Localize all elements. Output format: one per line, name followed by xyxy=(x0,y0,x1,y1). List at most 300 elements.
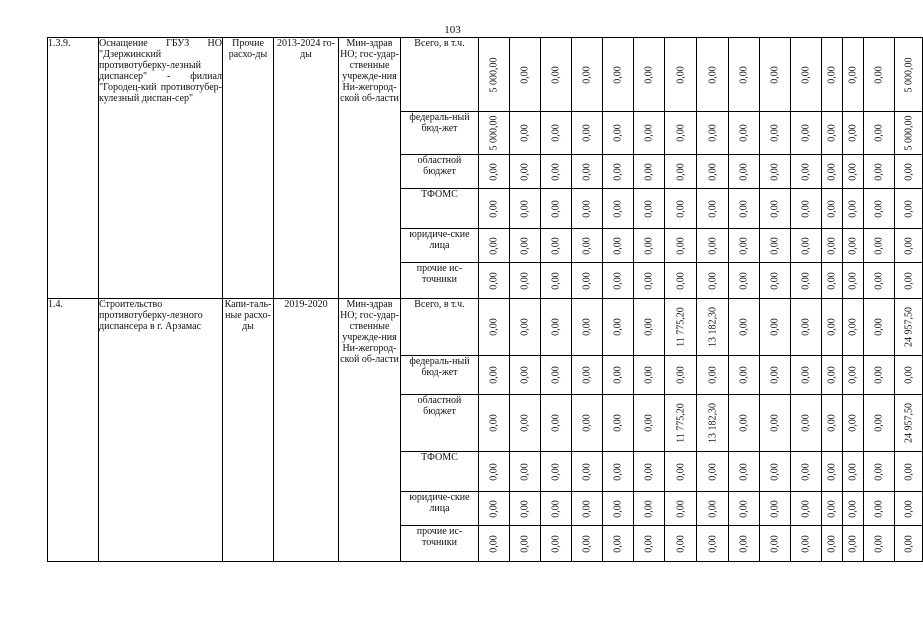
amount-value: 0,00 xyxy=(847,236,859,255)
amount-cell xyxy=(729,229,760,263)
amount-cell xyxy=(541,395,572,452)
amount-value: 0,00 xyxy=(873,414,885,432)
amount-cell xyxy=(729,112,760,155)
amount-cell xyxy=(697,526,729,562)
amount-cell xyxy=(864,155,895,189)
amount-cell xyxy=(479,356,510,395)
amount-cell xyxy=(541,299,572,356)
amount-cell xyxy=(843,263,864,299)
amount-cell xyxy=(791,299,822,356)
amount-cell xyxy=(572,492,603,526)
amount-cell xyxy=(895,229,923,263)
amount-value: 0,00 xyxy=(519,499,531,518)
amount-value: 0,00 xyxy=(903,271,914,290)
amount-cell xyxy=(634,452,665,492)
amount-cell xyxy=(697,263,729,299)
amount-value: 11 775,20 xyxy=(675,403,686,443)
amount-cell xyxy=(510,155,541,189)
amount-value: 0,00 xyxy=(550,534,562,553)
amount-value: 0,00 xyxy=(903,499,914,518)
amount-value: 0,00 xyxy=(550,462,562,481)
amount-cell xyxy=(572,155,603,189)
item-code: 1.3.9. xyxy=(48,38,99,299)
amount-value: 0,00 xyxy=(707,462,718,481)
amount-cell xyxy=(843,38,864,112)
amount-value: 0,00 xyxy=(612,534,624,553)
amount-cell xyxy=(729,155,760,189)
amount-cell xyxy=(603,356,634,395)
amount-value: 0,00 xyxy=(707,124,718,142)
amount-value: 0,00 xyxy=(847,366,859,384)
amount-cell xyxy=(665,452,697,492)
amount-cell xyxy=(729,38,760,112)
amount-cell xyxy=(510,526,541,562)
amount-value: 0,00 xyxy=(519,318,531,336)
amount-cell xyxy=(541,356,572,395)
item-executor: Мин-здрав НО; гос-удар-ственные учрежде-ния Ни-жегород-ской об-ласти xyxy=(339,299,401,562)
amount-cell xyxy=(760,263,791,299)
amount-value: 0,00 xyxy=(488,366,500,384)
table-row-item xyxy=(48,38,923,112)
amount-value: 0,00 xyxy=(612,199,624,218)
amount-cell xyxy=(479,452,510,492)
item-name: Строительство противотуберку-лезного диспансера в г. Арзамас xyxy=(99,299,223,562)
amount-value: 0,00 xyxy=(612,65,624,84)
amount-cell xyxy=(479,299,510,356)
amount-value: 0,00 xyxy=(581,366,593,384)
amount-cell xyxy=(634,492,665,526)
amount-value: 0,00 xyxy=(675,499,686,518)
amount-cell xyxy=(665,263,697,299)
amount-cell xyxy=(729,526,760,562)
amount-value: 0,00 xyxy=(738,65,750,84)
amount-cell xyxy=(603,229,634,263)
amount-cell xyxy=(541,38,572,112)
amount-cell xyxy=(572,263,603,299)
amount-cell xyxy=(572,452,603,492)
amount-value: 0,00 xyxy=(550,499,562,518)
amount-value: 0,00 xyxy=(612,318,624,336)
amount-value: 0,00 xyxy=(581,162,593,181)
amount-cell xyxy=(843,526,864,562)
amount-value: 0,00 xyxy=(769,199,781,218)
amount-value: 0,00 xyxy=(643,414,655,432)
amount-value: 0,00 xyxy=(550,318,562,336)
funding-source-label: Всего, в т.ч. xyxy=(401,38,479,112)
amount-cell xyxy=(510,299,541,356)
amount-value: 0,00 xyxy=(738,124,750,142)
amount-cell xyxy=(791,155,822,189)
amount-value: 0,00 xyxy=(769,318,781,336)
item-period: 2019-2020 xyxy=(274,299,339,562)
amount-cell xyxy=(864,38,895,112)
amount-cell xyxy=(729,452,760,492)
amount-cell xyxy=(791,229,822,263)
amount-value: 0,00 xyxy=(612,499,624,518)
amount-cell xyxy=(697,492,729,526)
amount-cell xyxy=(603,452,634,492)
amount-value: 0,00 xyxy=(643,499,655,518)
amount-value: 0,00 xyxy=(488,499,500,518)
amount-value: 0,00 xyxy=(847,65,859,84)
amount-cell xyxy=(603,155,634,189)
amount-value: 0,00 xyxy=(847,414,859,432)
amount-value: 0,00 xyxy=(826,499,838,518)
amount-cell xyxy=(541,452,572,492)
amount-value: 0,00 xyxy=(581,124,593,142)
amount-cell xyxy=(572,189,603,229)
amount-cell xyxy=(822,229,843,263)
funding-source-label: федераль-ный бюд-жет xyxy=(401,112,479,155)
amount-value: 0,00 xyxy=(903,199,914,218)
amount-cell xyxy=(895,452,923,492)
amount-cell xyxy=(864,229,895,263)
amount-value: 0,00 xyxy=(519,236,531,255)
amount-cell xyxy=(634,229,665,263)
amount-value: 13 182,30 xyxy=(707,403,718,443)
amount-value: 0,00 xyxy=(873,366,885,384)
amount-cell xyxy=(822,356,843,395)
amount-cell xyxy=(895,38,923,112)
amount-cell xyxy=(572,356,603,395)
funding-source-label: федераль-ный бюд-жет xyxy=(401,356,479,395)
amount-cell xyxy=(510,356,541,395)
amount-cell xyxy=(697,395,729,452)
amount-cell xyxy=(510,229,541,263)
amount-value: 0,00 xyxy=(826,462,838,481)
amount-value: 0,00 xyxy=(769,414,781,432)
amount-cell xyxy=(843,189,864,229)
amount-cell xyxy=(822,492,843,526)
amount-cell xyxy=(895,263,923,299)
amount-value: 0,00 xyxy=(873,162,885,181)
amount-cell xyxy=(634,299,665,356)
item-expense-type: Прочие расхо-ды xyxy=(223,38,274,299)
amount-value: 0,00 xyxy=(903,534,914,553)
amount-cell xyxy=(510,38,541,112)
amount-cell xyxy=(510,492,541,526)
amount-value: 0,00 xyxy=(847,199,859,218)
amount-value: 0,00 xyxy=(826,534,838,553)
amount-value: 0,00 xyxy=(800,162,812,181)
funding-source-label: прочие ис-точники xyxy=(401,526,479,562)
amount-cell xyxy=(665,395,697,452)
amount-value: 0,00 xyxy=(903,236,914,255)
amount-value: 0,00 xyxy=(769,162,781,181)
amount-cell xyxy=(572,526,603,562)
amount-cell xyxy=(864,263,895,299)
amount-value: 0,00 xyxy=(873,65,885,84)
amount-value: 11 775,20 xyxy=(675,307,686,347)
amount-cell xyxy=(603,526,634,562)
amount-value: 0,00 xyxy=(675,534,686,553)
amount-cell xyxy=(729,189,760,229)
amount-value: 0,00 xyxy=(643,462,655,481)
amount-cell xyxy=(665,356,697,395)
amount-cell xyxy=(822,263,843,299)
amount-value: 0,00 xyxy=(643,366,655,384)
amount-value: 0,00 xyxy=(675,366,686,384)
amount-cell xyxy=(479,526,510,562)
amount-value: 0,00 xyxy=(738,199,750,218)
amount-value: 0,00 xyxy=(581,414,593,432)
amount-cell xyxy=(634,38,665,112)
amount-cell xyxy=(895,526,923,562)
amount-value: 0,00 xyxy=(707,236,718,255)
amount-value: 0,00 xyxy=(550,366,562,384)
amount-value: 0,00 xyxy=(643,271,655,290)
amount-cell xyxy=(697,452,729,492)
amount-value: 0,00 xyxy=(873,124,885,142)
amount-cell xyxy=(843,492,864,526)
amount-value: 0,00 xyxy=(847,124,859,142)
amount-cell xyxy=(541,155,572,189)
amount-value: 0,00 xyxy=(800,236,812,255)
amount-cell xyxy=(479,112,510,155)
amount-cell xyxy=(634,395,665,452)
amount-cell xyxy=(895,299,923,356)
amount-value: 0,00 xyxy=(873,318,885,336)
amount-cell xyxy=(843,229,864,263)
amount-value: 0,00 xyxy=(873,236,885,255)
amount-value: 0,00 xyxy=(769,366,781,384)
amount-value: 0,00 xyxy=(643,124,655,142)
budget-table-body xyxy=(48,38,923,562)
amount-cell xyxy=(791,526,822,562)
amount-value: 5 000,00 xyxy=(903,57,914,92)
amount-value: 0,00 xyxy=(769,534,781,553)
amount-value: 0,00 xyxy=(519,199,531,218)
amount-cell xyxy=(822,299,843,356)
budget-table xyxy=(47,37,923,562)
item-expense-type: Капи-таль-ные расхо-ды xyxy=(223,299,274,562)
amount-cell xyxy=(822,38,843,112)
amount-value: 0,00 xyxy=(643,534,655,553)
amount-cell xyxy=(541,229,572,263)
item-period: 2013-2024 го-ды xyxy=(274,38,339,299)
amount-value: 0,00 xyxy=(581,271,593,290)
amount-cell xyxy=(895,356,923,395)
amount-value: 0,00 xyxy=(581,462,593,481)
amount-value: 0,00 xyxy=(550,65,562,84)
amount-value: 0,00 xyxy=(847,534,859,553)
amount-cell xyxy=(665,526,697,562)
amount-value: 0,00 xyxy=(675,199,686,218)
amount-cell xyxy=(895,492,923,526)
amount-cell xyxy=(760,356,791,395)
item-code: 1.4. xyxy=(48,299,99,562)
amount-cell xyxy=(895,112,923,155)
amount-cell xyxy=(479,189,510,229)
amount-value: 0,00 xyxy=(488,236,500,255)
amount-cell xyxy=(791,263,822,299)
amount-cell xyxy=(634,155,665,189)
amount-cell xyxy=(572,229,603,263)
amount-value: 0,00 xyxy=(873,271,885,290)
amount-value: 0,00 xyxy=(675,124,686,142)
amount-value: 0,00 xyxy=(800,271,812,290)
amount-cell xyxy=(697,229,729,263)
amount-value: 0,00 xyxy=(738,318,750,336)
amount-cell xyxy=(510,395,541,452)
amount-cell xyxy=(760,155,791,189)
amount-cell xyxy=(791,395,822,452)
amount-cell xyxy=(864,356,895,395)
amount-value: 0,00 xyxy=(643,236,655,255)
amount-cell xyxy=(541,263,572,299)
funding-source-label: юридиче-ские лица xyxy=(401,229,479,263)
amount-value: 0,00 xyxy=(612,462,624,481)
amount-value: 0,00 xyxy=(643,162,655,181)
amount-cell xyxy=(634,356,665,395)
amount-cell xyxy=(729,299,760,356)
amount-value: 0,00 xyxy=(488,271,500,290)
amount-cell xyxy=(665,492,697,526)
amount-value: 0,00 xyxy=(738,236,750,255)
amount-cell xyxy=(760,189,791,229)
amount-value: 0,00 xyxy=(550,124,562,142)
amount-value: 0,00 xyxy=(707,65,718,84)
amount-cell xyxy=(603,299,634,356)
amount-cell xyxy=(760,452,791,492)
amount-cell xyxy=(822,155,843,189)
funding-source-label: прочие ис-точники xyxy=(401,263,479,299)
amount-cell xyxy=(791,112,822,155)
amount-cell xyxy=(572,112,603,155)
amount-value: 0,00 xyxy=(738,366,750,384)
amount-value: 0,00 xyxy=(612,414,624,432)
amount-value: 0,00 xyxy=(873,199,885,218)
amount-cell xyxy=(760,526,791,562)
amount-cell xyxy=(541,492,572,526)
amount-cell xyxy=(760,492,791,526)
amount-cell xyxy=(634,112,665,155)
amount-cell xyxy=(603,492,634,526)
amount-value: 0,00 xyxy=(826,236,838,255)
funding-source-label: юридиче-ские лица xyxy=(401,492,479,526)
amount-value: 0,00 xyxy=(800,124,812,142)
amount-value: 0,00 xyxy=(800,199,812,218)
amount-cell xyxy=(479,229,510,263)
amount-cell xyxy=(760,299,791,356)
amount-cell xyxy=(634,526,665,562)
amount-cell xyxy=(843,356,864,395)
amount-cell xyxy=(895,395,923,452)
amount-cell xyxy=(541,526,572,562)
amount-cell xyxy=(634,263,665,299)
amount-value: 0,00 xyxy=(581,236,593,255)
amount-value: 0,00 xyxy=(581,199,593,218)
amount-value: 0,00 xyxy=(873,462,885,481)
amount-cell xyxy=(697,356,729,395)
amount-value: 0,00 xyxy=(826,162,838,181)
amount-value: 0,00 xyxy=(550,236,562,255)
amount-cell xyxy=(843,452,864,492)
amount-value: 0,00 xyxy=(903,366,914,384)
amount-value: 0,00 xyxy=(800,65,812,84)
amount-value: 0,00 xyxy=(707,499,718,518)
amount-value: 0,00 xyxy=(519,366,531,384)
amount-cell xyxy=(479,155,510,189)
amount-value: 0,00 xyxy=(707,271,718,290)
amount-value: 0,00 xyxy=(707,534,718,553)
amount-value: 0,00 xyxy=(581,534,593,553)
amount-value: 0,00 xyxy=(826,414,838,432)
amount-cell xyxy=(634,189,665,229)
amount-value: 0,00 xyxy=(903,462,914,481)
amount-cell xyxy=(822,526,843,562)
amount-cell xyxy=(510,452,541,492)
amount-cell xyxy=(697,299,729,356)
amount-cell xyxy=(603,38,634,112)
amount-cell xyxy=(843,395,864,452)
amount-value: 0,00 xyxy=(643,318,655,336)
amount-cell xyxy=(479,492,510,526)
amount-value: 0,00 xyxy=(488,318,500,336)
amount-value: 0,00 xyxy=(873,534,885,553)
amount-value: 0,00 xyxy=(903,162,914,181)
amount-value: 24 957,50 xyxy=(903,307,914,347)
amount-value: 0,00 xyxy=(826,124,838,142)
amount-value: 0,00 xyxy=(873,499,885,518)
amount-value: 0,00 xyxy=(581,318,593,336)
amount-value: 5 000,00 xyxy=(488,57,500,92)
amount-value: 0,00 xyxy=(769,65,781,84)
amount-cell xyxy=(822,395,843,452)
amount-value: 0,00 xyxy=(519,271,531,290)
amount-cell xyxy=(729,263,760,299)
amount-cell xyxy=(479,38,510,112)
amount-cell xyxy=(864,452,895,492)
amount-cell xyxy=(760,38,791,112)
amount-value: 0,00 xyxy=(612,271,624,290)
amount-cell xyxy=(697,189,729,229)
amount-cell xyxy=(864,526,895,562)
amount-cell xyxy=(760,112,791,155)
amount-value: 0,00 xyxy=(847,271,859,290)
amount-cell xyxy=(791,492,822,526)
amount-cell xyxy=(572,299,603,356)
amount-cell xyxy=(843,299,864,356)
amount-cell xyxy=(791,189,822,229)
item-executor: Мин-здрав НО; гос-удар-ственные учрежде-ния Ни-жегород-ской об-ласти xyxy=(339,38,401,299)
amount-value: 0,00 xyxy=(519,534,531,553)
amount-value: 0,00 xyxy=(707,199,718,218)
amount-cell xyxy=(603,395,634,452)
amount-cell xyxy=(843,155,864,189)
amount-value: 0,00 xyxy=(612,124,624,142)
amount-cell xyxy=(510,263,541,299)
amount-value: 0,00 xyxy=(738,162,750,181)
amount-cell xyxy=(541,112,572,155)
amount-cell xyxy=(760,229,791,263)
funding-source-label: областной бюджет xyxy=(401,155,479,189)
amount-value: 0,00 xyxy=(826,318,838,336)
amount-value: 0,00 xyxy=(488,199,500,218)
amount-cell xyxy=(541,189,572,229)
amount-value: 0,00 xyxy=(488,414,500,432)
amount-cell xyxy=(510,189,541,229)
amount-cell xyxy=(572,38,603,112)
amount-cell xyxy=(843,112,864,155)
amount-value: 0,00 xyxy=(769,462,781,481)
amount-value: 0,00 xyxy=(519,414,531,432)
amount-cell xyxy=(697,112,729,155)
table-row-item xyxy=(48,299,923,356)
amount-value: 0,00 xyxy=(738,271,750,290)
amount-value: 0,00 xyxy=(612,366,624,384)
amount-cell xyxy=(895,189,923,229)
